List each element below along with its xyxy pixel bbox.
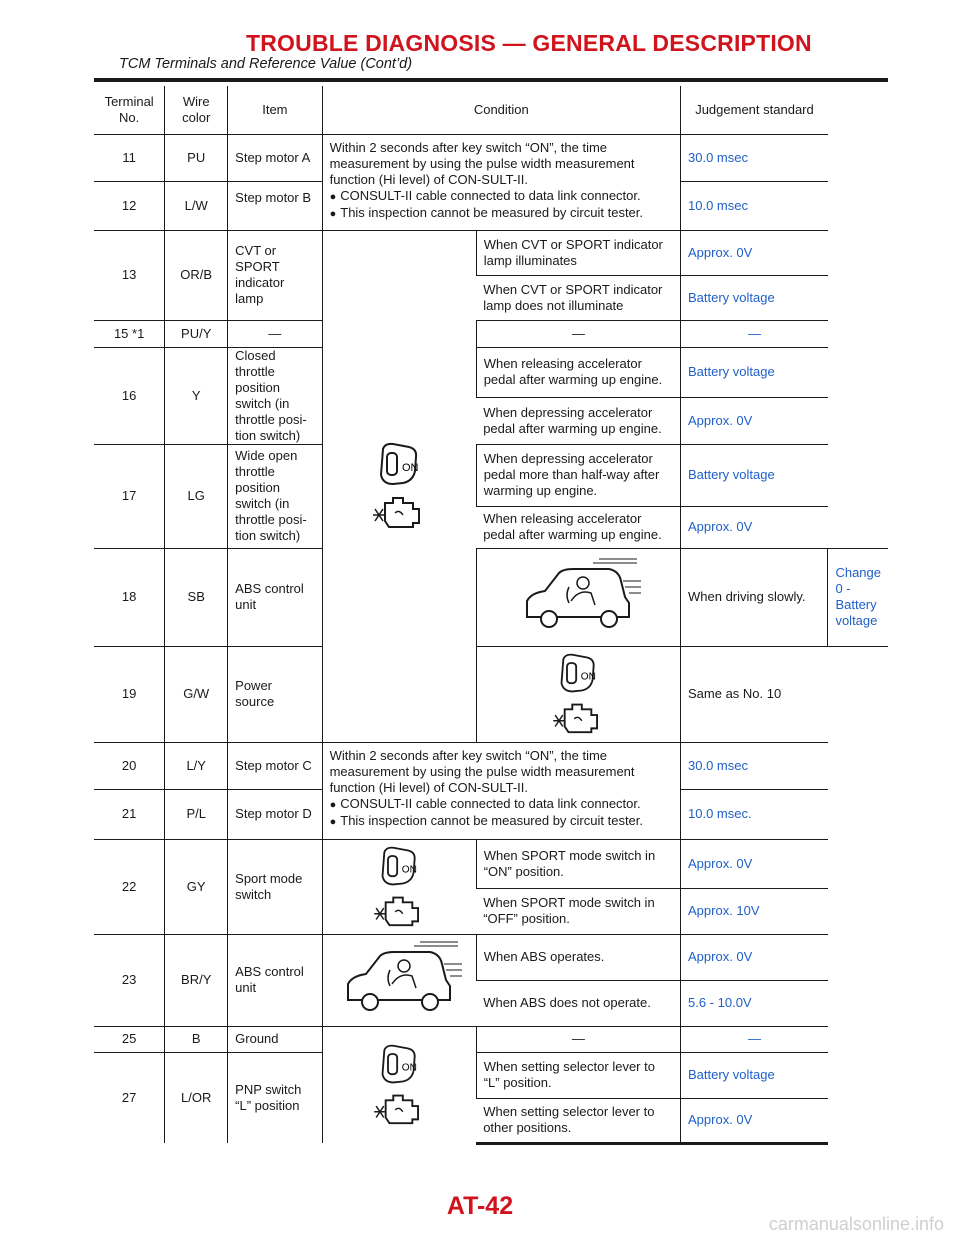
terminal-no: 22 xyxy=(94,839,165,934)
table-row xyxy=(94,320,888,347)
terminal-no: 17 xyxy=(94,444,165,548)
terminal-no: 18 xyxy=(94,548,165,646)
terminal-no: 15 *1 xyxy=(94,320,165,347)
bullet-text: This inspection cannot be measured by circuit tester. xyxy=(340,812,644,828)
judgement-value: Approx. 0V xyxy=(681,506,828,548)
judgement-value: Approx. 10V xyxy=(681,888,828,934)
judgement-value: — xyxy=(681,1026,828,1052)
item: Step motor B xyxy=(228,181,322,230)
item: Closed throttle position switch (in throttle posi-tion switch) xyxy=(228,347,322,444)
judgement-value: 10.0 msec xyxy=(681,181,828,230)
col-item: Item xyxy=(228,86,322,134)
bullet-text: This inspection cannot be measured by circuit tester. xyxy=(340,204,644,220)
condition-icon-cell xyxy=(322,934,476,1026)
svg-text:ON: ON xyxy=(401,864,418,875)
condition-bullet: ● This inspection cannot be measured by circuit tester. xyxy=(329,204,644,220)
col-judgement: Judgement standard xyxy=(681,86,828,134)
wire-color: Y xyxy=(165,347,228,444)
condition: Same as No. 10 xyxy=(681,646,889,742)
table-row xyxy=(94,444,888,506)
wire-color: P/L xyxy=(165,789,228,839)
condition-block xyxy=(322,134,680,230)
terminal-no: 16 xyxy=(94,347,165,444)
judgement-value: Approx. 0V xyxy=(681,1098,828,1143)
condition-bullet: ● CONSULT-II cable connected to data link connector. xyxy=(329,187,641,203)
table-row xyxy=(94,934,888,980)
condition: When CVT or SPORT indicator lamp does not illuminate xyxy=(476,275,680,320)
header-rule xyxy=(94,78,888,82)
engine-running-icon xyxy=(369,1087,429,1127)
terminal-no: 12 xyxy=(94,181,165,230)
wire-color: L/W xyxy=(165,181,228,230)
terminal-reference-table xyxy=(94,86,888,1145)
table-row xyxy=(94,839,888,888)
table-row xyxy=(94,1052,888,1098)
item: Step motor C xyxy=(228,742,322,789)
condition: When setting selector lever to other positions. xyxy=(476,1098,680,1143)
table-row xyxy=(94,742,888,789)
judgement-value: 10.0 msec. xyxy=(681,789,828,839)
table-row xyxy=(94,548,888,646)
item: PNP switch “L” position xyxy=(228,1052,322,1143)
car-driving-icon xyxy=(334,940,464,1020)
col-terminal: Terminal No. xyxy=(104,93,154,125)
item: Wide open throttle position switch (in throttle posi-tion switch) xyxy=(228,444,322,548)
wire-color: PU xyxy=(165,134,228,181)
judgement-value: Change 0 - Battery voltage xyxy=(828,548,888,646)
engine-running-icon xyxy=(369,489,429,531)
wire-color: SB xyxy=(165,548,228,646)
condition-icon-cell xyxy=(322,230,476,742)
condition-bullet: ● This inspection cannot be measured by circuit tester. xyxy=(329,812,644,828)
terminal-no: 23 xyxy=(94,934,165,1026)
key-ignition-icon xyxy=(369,845,429,889)
wire-color: PU/Y xyxy=(165,320,228,347)
judgement-value: 5.6 - 10.0V xyxy=(681,980,828,1026)
col-condition: Condition xyxy=(322,86,680,134)
item: ABS control unit xyxy=(228,934,322,1026)
condition: When SPORT mode switch in “OFF” position. xyxy=(476,888,680,934)
table-header-row xyxy=(94,86,888,134)
terminal-no: 20 xyxy=(94,742,165,789)
table-row xyxy=(94,646,888,742)
judgement-value: 30.0 msec xyxy=(681,134,828,181)
page-title: TROUBLE DIAGNOSIS — GENERAL DESCRIPTION xyxy=(246,30,812,56)
condition-text: Within 2 seconds after key switch “ON”, the time measurement by using the pulse width measurement function (Hi level) of CON-SULT-II. xyxy=(329,747,635,795)
condition-block xyxy=(322,742,680,839)
key-ignition-icon xyxy=(548,652,608,696)
condition: — xyxy=(476,320,680,347)
table-row xyxy=(94,347,888,397)
key-ignition-icon xyxy=(369,441,429,489)
terminal-no: 19 xyxy=(94,646,165,742)
judgement-value: Approx. 0V xyxy=(681,839,828,888)
svg-text:ON: ON xyxy=(581,671,597,683)
judgement-value: Approx. 0V xyxy=(681,397,828,444)
table-row xyxy=(94,230,888,275)
table-row xyxy=(94,134,888,181)
wire-color: OR/B xyxy=(165,230,228,320)
judgement-value: — xyxy=(681,320,828,347)
watermark: carmanualsonline.info xyxy=(768,1214,944,1234)
wire-color: B xyxy=(165,1026,228,1052)
page-subtitle: TCM Terminals and Reference Value (Cont’d) xyxy=(119,56,413,72)
condition: When setting selector lever to “L” position. xyxy=(476,1052,680,1098)
table-row xyxy=(94,1026,888,1052)
terminal-no: 21 xyxy=(94,789,165,839)
item: ABS control unit xyxy=(228,548,322,646)
condition-icon-cell xyxy=(322,1026,476,1143)
item: Power source xyxy=(228,646,322,742)
condition-icon-cell xyxy=(322,839,476,934)
judgement-value: Battery voltage xyxy=(681,1052,828,1098)
key-ignition-icon xyxy=(369,1043,429,1087)
page-number: AT-42 xyxy=(446,1192,514,1220)
judgement-value: 30.0 msec xyxy=(681,742,828,789)
condition: When CVT or SPORT indicator lamp illuminates xyxy=(476,230,680,275)
condition-bullet: ● CONSULT-II cable connected to data link connector. xyxy=(329,795,641,811)
item: Ground xyxy=(228,1026,322,1052)
condition: When ABS does not operate. xyxy=(476,980,680,1026)
condition: When ABS operates. xyxy=(476,934,680,980)
wire-color: BR/Y xyxy=(165,934,228,1026)
judgement-value: Approx. 0V xyxy=(681,230,828,275)
col-wire-color: Wire color xyxy=(165,86,228,134)
condition: When releasing accelerator pedal after warming up engine. xyxy=(476,347,680,397)
judgement-value: Approx. 0V xyxy=(681,934,828,980)
engine-running-icon xyxy=(369,889,429,929)
car-driving-icon xyxy=(513,557,643,637)
condition: When releasing accelerator pedal after warming up engine. xyxy=(476,506,680,548)
wire-color: L/Y xyxy=(165,742,228,789)
svg-text:ON: ON xyxy=(401,1062,418,1074)
bullet-text: CONSULT-II cable connected to data link connector. xyxy=(340,795,641,811)
item: — xyxy=(228,320,322,347)
wire-color: LG xyxy=(165,444,228,548)
condition: When depressing accelerator pedal more than half-way after warming up engine. xyxy=(476,444,680,506)
item: CVT or SPORT indicator lamp xyxy=(228,230,322,320)
wire-color: L/OR xyxy=(165,1052,228,1143)
terminal-no: 25 xyxy=(94,1026,165,1052)
condition: When depressing accelerator pedal after warming up engine. xyxy=(476,397,680,444)
condition: — xyxy=(476,1026,680,1052)
item: Step motor A xyxy=(228,134,322,181)
svg-text:ON: ON xyxy=(402,462,419,474)
judgement-value: Battery voltage xyxy=(681,347,828,397)
terminal-no: 11 xyxy=(94,134,165,181)
condition: When driving slowly. xyxy=(681,548,828,646)
wire-color: G/W xyxy=(165,646,228,742)
bullet-text: CONSULT-II cable connected to data link connector. xyxy=(340,187,641,203)
judgement-value: Battery voltage xyxy=(681,275,828,320)
condition: When SPORT mode switch in “ON” position. xyxy=(476,839,680,888)
item: Step motor D xyxy=(228,789,322,839)
condition-text: Within 2 seconds after key switch “ON”, the time measurement by using the pulse width measurement function (Hi level) of CON-SULT-II. xyxy=(329,139,635,187)
terminal-no: 13 xyxy=(94,230,165,320)
item: Sport mode switch xyxy=(228,839,322,934)
condition-icon-cell xyxy=(476,548,680,646)
engine-running-icon xyxy=(548,696,608,736)
judgement-value: Battery voltage xyxy=(681,444,828,506)
condition-icon-cell xyxy=(476,646,680,742)
terminal-no: 27 xyxy=(94,1052,165,1143)
wire-color: GY xyxy=(165,839,228,934)
